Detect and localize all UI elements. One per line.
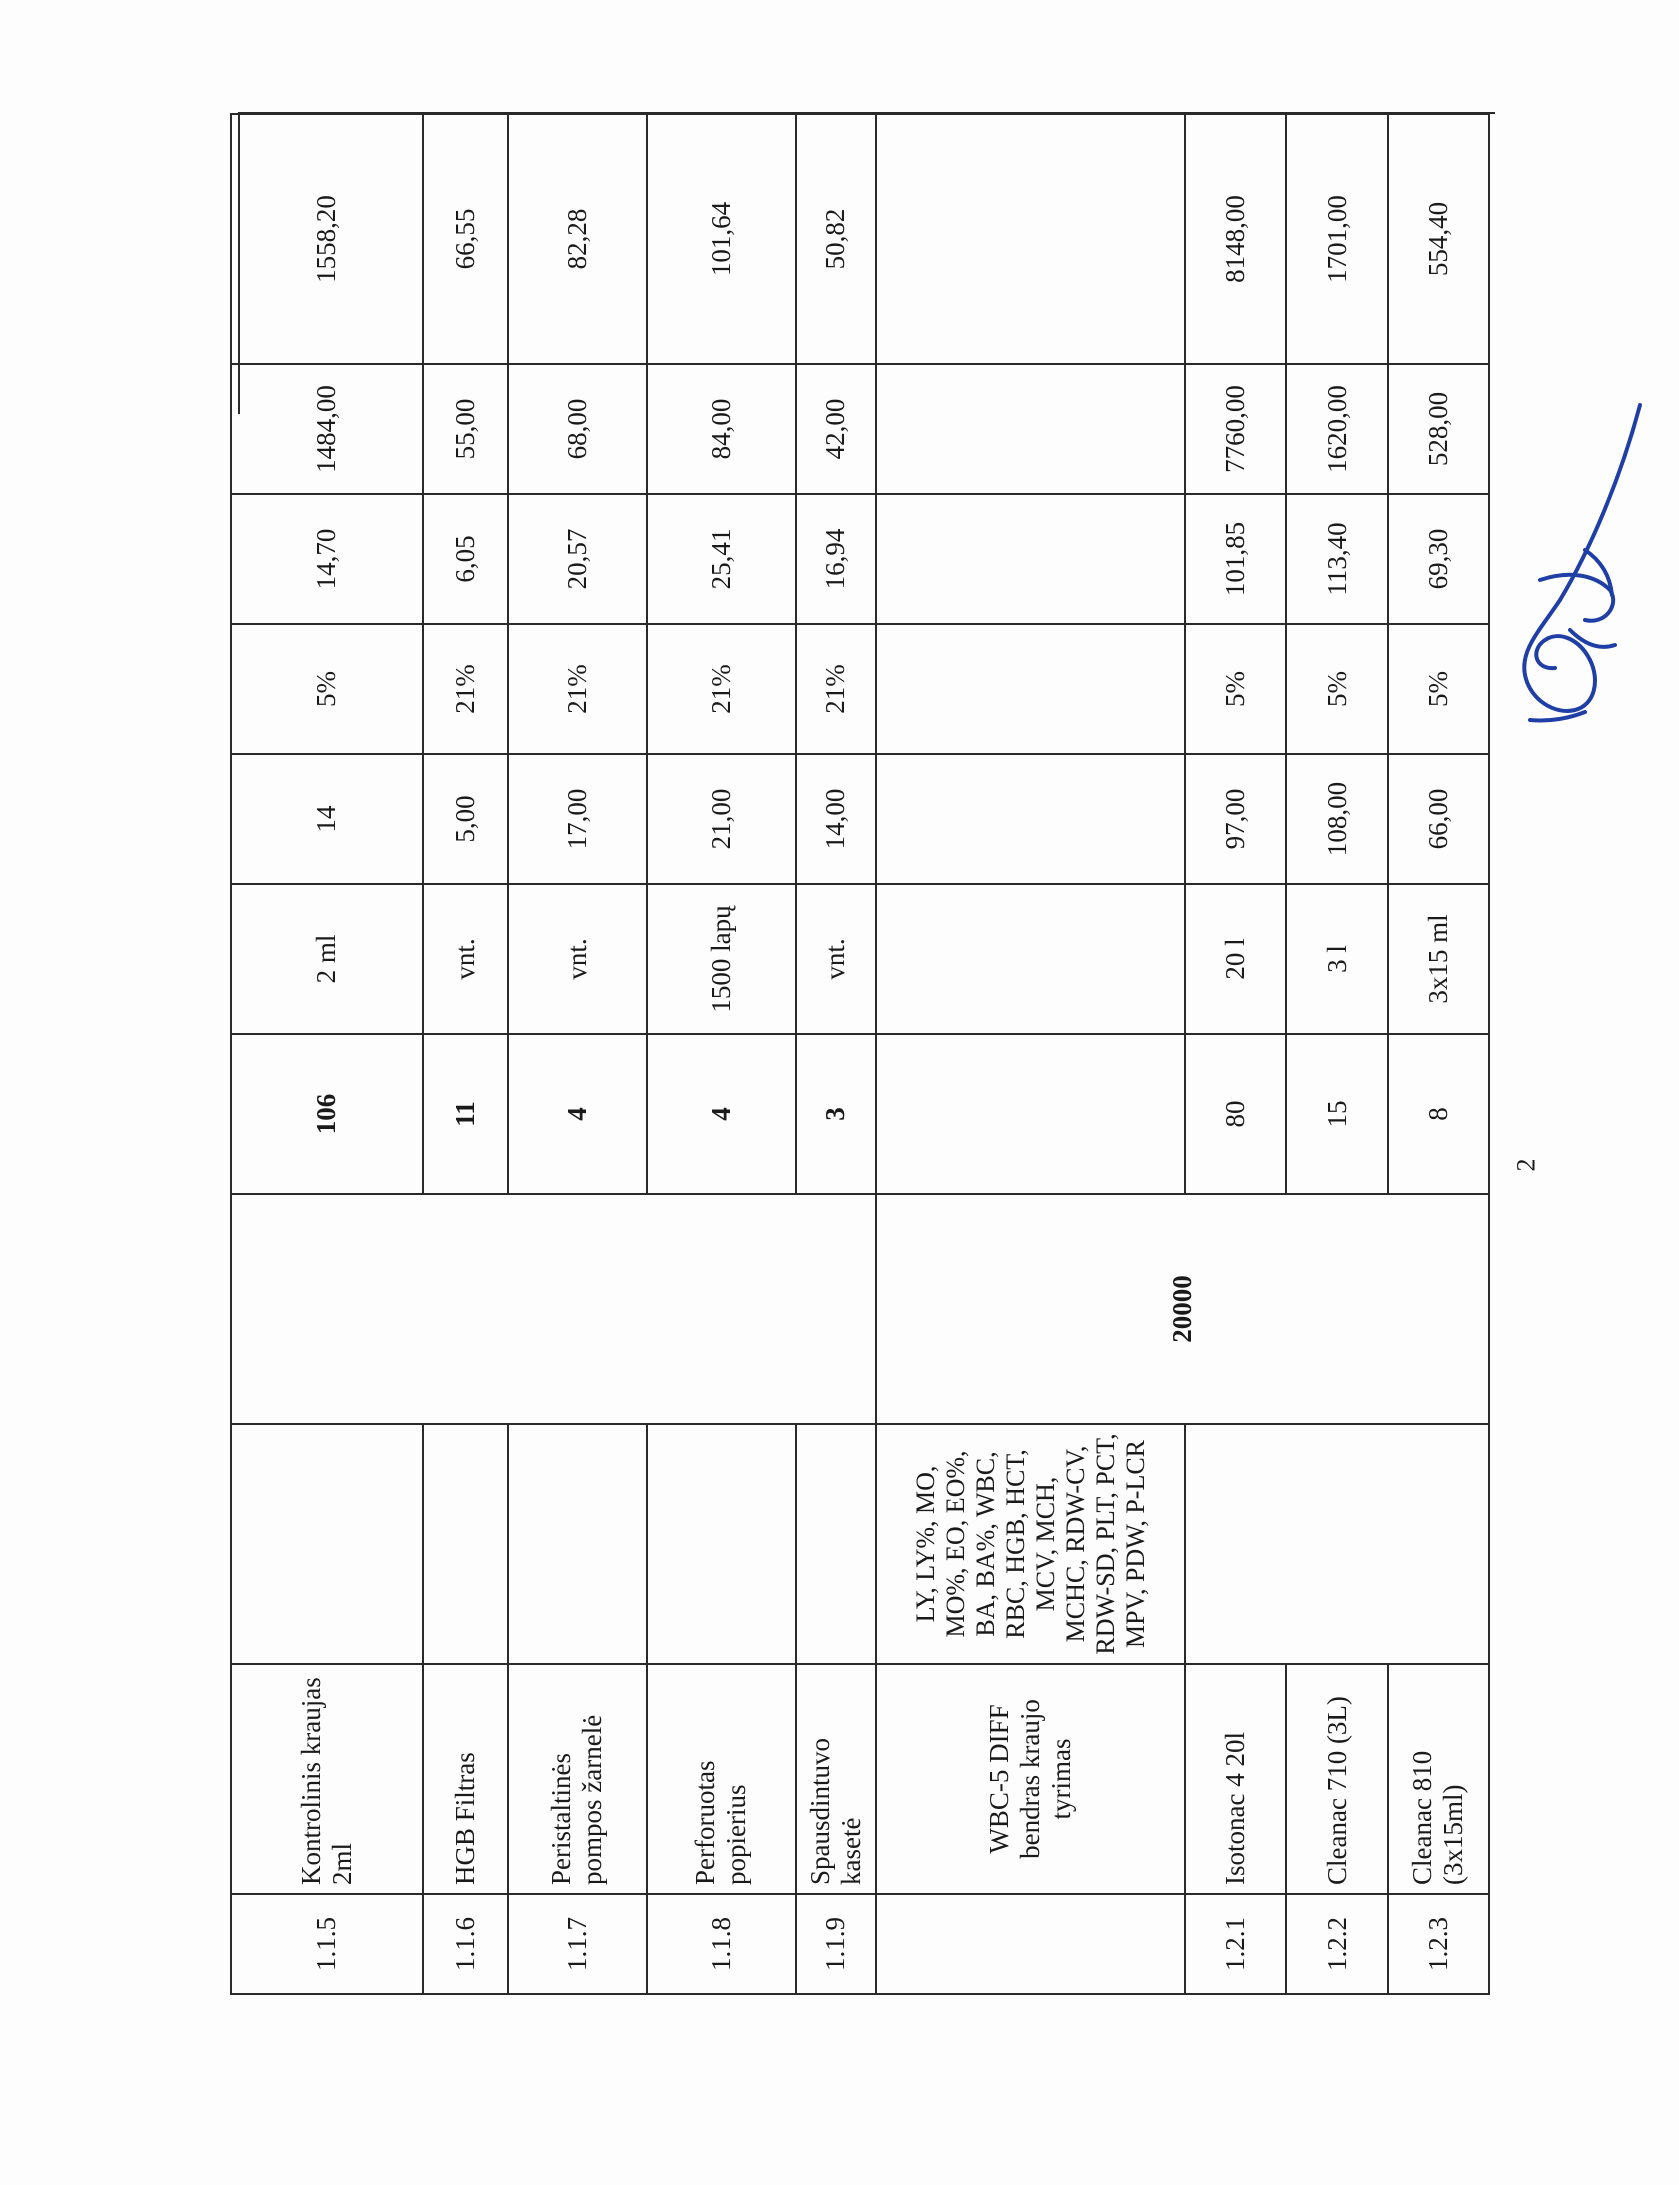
unit: vnt. <box>508 884 647 1034</box>
vat-rate: 21% <box>796 624 876 754</box>
unit-price: 14 <box>231 754 423 884</box>
item-name: Kontrolinis kraujas 2ml <box>231 1664 423 1894</box>
sum: 55,00 <box>423 364 508 494</box>
quantity: 4 <box>508 1034 647 1194</box>
params-cell <box>508 1424 647 1664</box>
unit: vnt. <box>796 884 876 1034</box>
unit: 3x15 ml <box>1388 884 1489 1034</box>
unit: 2 ml <box>231 884 423 1034</box>
sum-vat: 101,64 <box>647 114 796 364</box>
unit-price: 66,00 <box>1388 754 1489 884</box>
sum: 528,00 <box>1388 364 1489 494</box>
unit-price-vat: 101,85 <box>1185 494 1286 624</box>
row-number: 1.2.2 <box>1286 1894 1387 1994</box>
row-number: 1.1.8 <box>647 1894 796 1994</box>
tests-count: 20000 <box>876 1194 1489 1424</box>
sum: 1620,00 <box>1286 364 1387 494</box>
vat-rate: 21% <box>423 624 508 754</box>
unit: 1500 lapų <box>647 884 796 1034</box>
sum: 84,00 <box>647 364 796 494</box>
row-number: 1.1.9 <box>796 1894 876 1994</box>
sum-vat: 1701,00 <box>1286 114 1387 364</box>
row-number <box>876 1894 1185 1994</box>
sum-vat: 8148,00 <box>1185 114 1286 364</box>
vat-rate: 21% <box>647 624 796 754</box>
item-name: Perforuotas popierius <box>647 1664 796 1894</box>
row-number: 1.1.6 <box>423 1894 508 1994</box>
unit-price-vat: 113,40 <box>1286 494 1387 624</box>
item-name: Spausdintuvo kasetė <box>796 1664 876 1894</box>
unit: 3 l <box>1286 884 1387 1034</box>
unit-price-vat: 16,94 <box>796 494 876 624</box>
quantity: 80 <box>1185 1034 1286 1194</box>
unit-price: 17,00 <box>508 754 647 884</box>
sum-vat: 66,55 <box>423 114 508 364</box>
quantity: 15 <box>1286 1034 1387 1194</box>
row-number: 1.2.1 <box>1185 1894 1286 1994</box>
params-cell <box>1185 1424 1489 1664</box>
sum: 42,00 <box>796 364 876 494</box>
row-number: 1.2.3 <box>1388 1894 1489 1994</box>
quantity: 4 <box>647 1034 796 1194</box>
vat-rate <box>876 624 1185 754</box>
vat-rate: 5% <box>1185 624 1286 754</box>
vat-rate: 5% <box>231 624 423 754</box>
params-cell <box>647 1424 796 1664</box>
unit-price <box>876 754 1185 884</box>
unit-price: 108,00 <box>1286 754 1387 884</box>
item-name: Cleanac 810 (3x15ml) <box>1388 1664 1489 1894</box>
unit-price-vat: 14,70 <box>231 494 423 624</box>
unit-price: 97,00 <box>1185 754 1286 884</box>
handwritten-signature <box>1500 400 1650 730</box>
sum-vat: 1558,20 <box>231 114 423 364</box>
item-name: HGB Filtras <box>423 1664 508 1894</box>
params-cell <box>796 1424 876 1664</box>
sum-vat: 50,82 <box>796 114 876 364</box>
sum: 68,00 <box>508 364 647 494</box>
page-number: 2 <box>1511 1158 1541 1172</box>
vat-rate: 5% <box>1388 624 1489 754</box>
quantity <box>876 1034 1185 1194</box>
unit-price-vat: 69,30 <box>1388 494 1489 624</box>
unit-price: 21,00 <box>647 754 796 884</box>
unit: 20 l <box>1185 884 1286 1034</box>
unit-price-vat: 20,57 <box>508 494 647 624</box>
quantity: 106 <box>231 1034 423 1194</box>
unit-price: 14,00 <box>796 754 876 884</box>
params-cell <box>423 1424 508 1664</box>
sum-vat: 82,28 <box>508 114 647 364</box>
unit: vnt. <box>423 884 508 1034</box>
params-cell <box>231 1424 423 1664</box>
quantity: 11 <box>423 1034 508 1194</box>
sum-vat: 554,40 <box>1388 114 1489 364</box>
item-name: Cleanac 710 (3L) <box>1286 1664 1387 1894</box>
test-parameters: LY, LY%, MO, MO%, EO, EO%, BA, BA%, WBC, RBC, HGB, HCT, MCV, MCH, MCHC, RDW-CV, RDW-SD, PLT, PCT, MPV, PDW, P-LCR <box>876 1424 1185 1664</box>
quantity: 8 <box>1388 1034 1489 1194</box>
group-name: WBC-5 DIFF bendras kraujo tyrimas <box>876 1664 1185 1894</box>
quantity: 3 <box>796 1034 876 1194</box>
unit-price-vat: 6,05 <box>423 494 508 624</box>
unit-price: 5,00 <box>423 754 508 884</box>
row-number: 1.1.7 <box>508 1894 647 1994</box>
tests-cell-upper <box>231 1194 876 1424</box>
unit-price-vat <box>876 494 1185 624</box>
unit <box>876 884 1185 1034</box>
vat-rate: 21% <box>508 624 647 754</box>
sum: 7760,00 <box>1185 364 1286 494</box>
sum: 1484,00 <box>231 364 423 494</box>
row-number: 1.1.5 <box>231 1894 423 1994</box>
item-name: Isotonac 4 20l <box>1185 1664 1286 1894</box>
unit-price-vat: 25,41 <box>647 494 796 624</box>
item-name: Peristaltinės pompos žarnelė <box>508 1664 647 1894</box>
vat-rate: 5% <box>1286 624 1387 754</box>
table-top-outline <box>238 112 1495 414</box>
